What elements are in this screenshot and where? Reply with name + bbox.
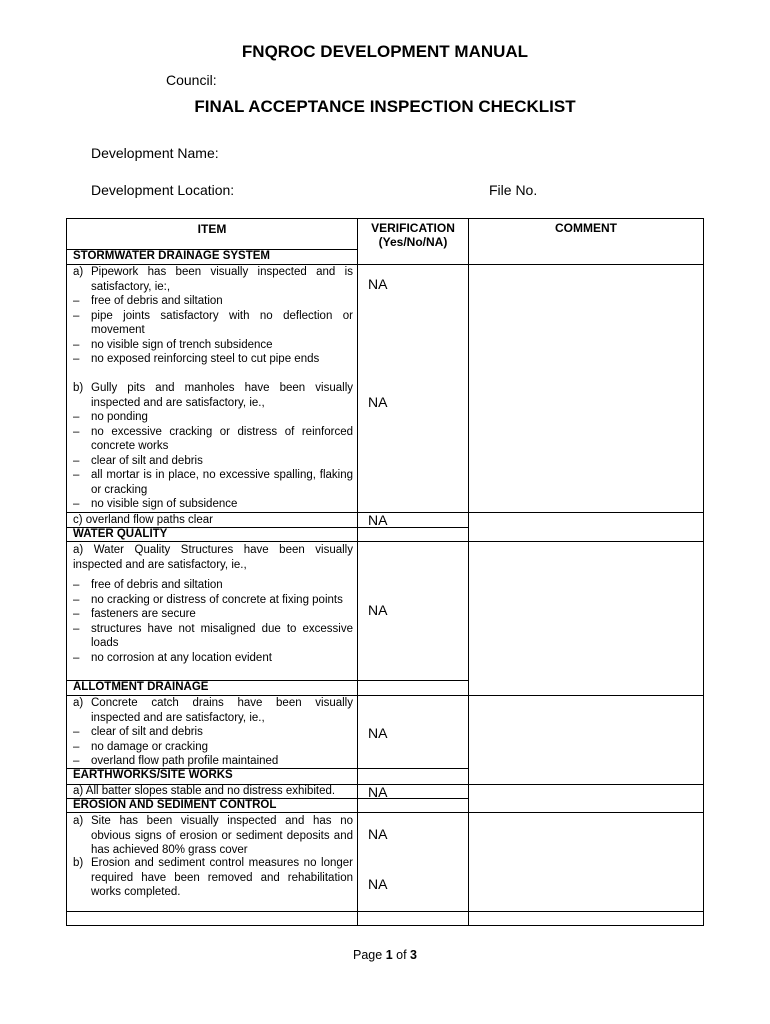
section-heading-earthworks: EARTHWORKS/SITE WORKS (73, 769, 233, 781)
column-header-verification-options: (Yes/No/NA) (378, 235, 448, 249)
section-heading-water-quality: WATER QUALITY (73, 528, 168, 540)
row-divider (67, 812, 703, 813)
item-prefix: a) (73, 697, 84, 709)
council-label: Council: (166, 72, 217, 88)
checklist-item-allotment-a: a) Concrete catch drains have been visually inspected and are satisfactory, ie., – clear of silt and debris – no damage or cracking – overland flow path profile maintained (73, 697, 353, 767)
verification-value: NA (368, 394, 388, 410)
development-name-label: Development Name: (91, 145, 219, 161)
row-divider (67, 911, 703, 912)
file-no-label: File No. (489, 182, 538, 198)
checklist-item-stormwater-a: a) Pipework has been visually inspected and is satisfactory, ie:, – free of debris and siltation – pipe joints satisfactory with no deflection or movement – no visible sign of trench subsidence – no exposed reinforcing steel to cut pipe ends (73, 266, 353, 365)
column-header-verification: VERIFICATION (371, 221, 455, 235)
verification-value: NA (368, 784, 388, 800)
checklist-item-water-quality-a: a) Water Quality Structures have been visually inspected and are satisfactory, ie., – free of debris and siltation – no cracking or distress of concrete at fixing points – fasteners are secure – structures have not misaligned due to excessive loads – no corrosion at any location evident (73, 544, 353, 664)
manual-title: FNQROC DEVELOPMENT MANUAL (241, 42, 529, 61)
inspection-checklist-table (66, 218, 704, 926)
column-header-item: ITEM (197, 222, 227, 236)
verification-value: NA (368, 876, 388, 892)
checklist-item-erosion-b: b) Erosion and sediment control measures no longer required have been removed and rehabilitation works completed. (73, 857, 353, 898)
section-heading-allotment-drainage: ALLOTMENT DRAINAGE (73, 681, 209, 693)
row-divider (67, 541, 703, 542)
item-prefix: b) (73, 857, 84, 869)
section-heading-erosion-sediment: EROSION AND SEDIMENT CONTROL (73, 799, 277, 811)
item-prefix: b) (73, 382, 84, 394)
verification-value: NA (368, 276, 388, 292)
checklist-item-stormwater-c: c) overland flow paths clear (73, 514, 213, 526)
column-header-comment: COMMENT (555, 221, 617, 235)
verification-value: NA (368, 725, 388, 741)
verification-value: NA (368, 826, 388, 842)
section-heading-stormwater: STORMWATER DRAINAGE SYSTEM (73, 250, 270, 262)
checklist-title: FINAL ACCEPTANCE INSPECTION CHECKLIST (194, 97, 576, 116)
verification-value: NA (368, 512, 388, 528)
development-location-label: Development Location: (91, 182, 235, 198)
item-prefix: a) (73, 815, 84, 827)
checklist-item-earthworks-a: a) All batter slopes stable and no distress exhibited. (73, 785, 336, 797)
checklist-item-erosion-a: a) Site has been visually inspected and has no obvious signs of erosion or sediment deposits and has achieved 80% grass cover (73, 815, 353, 856)
page-indicator: Page 1 of 3 (353, 948, 417, 962)
item-prefix: a) (73, 266, 84, 278)
column-divider (357, 219, 358, 925)
column-divider (468, 219, 469, 925)
checklist-item-stormwater-b: b) Gully pits and manholes have been visually inspected and are satisfactory, ie., – no ponding – no excessive cracking or distress of reinforced concrete works – clear of silt and debris – all mortar is in place, no excessive spalling, flaking or cracking – no visible sign of subsidence (73, 382, 353, 510)
verification-value: NA (368, 602, 388, 618)
